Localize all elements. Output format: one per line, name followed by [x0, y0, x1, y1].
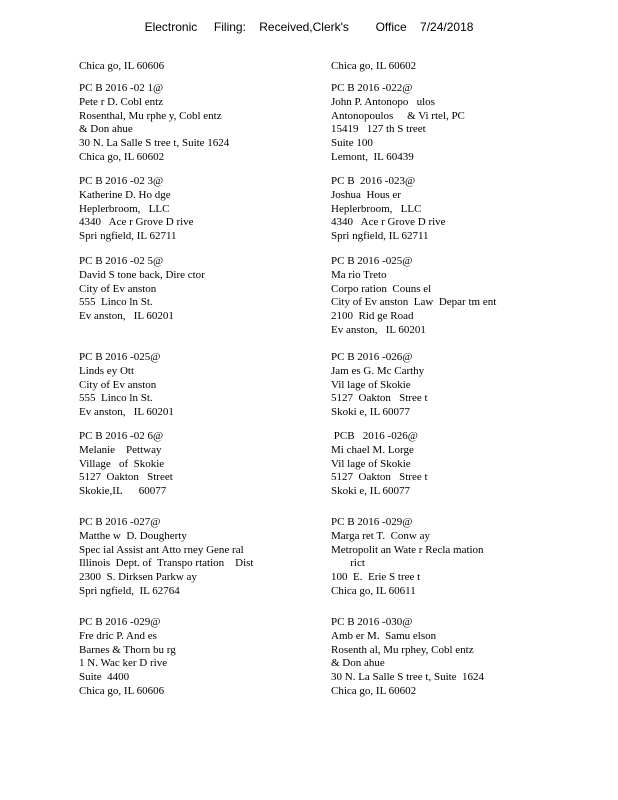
address-line: Lemont, IL 60439 [331, 150, 414, 163]
address-line: Illinois Dept. of Transpo rtation Dist [79, 557, 254, 570]
contact-name: Katherine D. Ho dge [79, 188, 171, 201]
address-line: 4340 Ace r Grove D rive [79, 216, 194, 229]
address-line: Vil lage of Skokie [331, 457, 411, 470]
address-line: 2300 S. Dirksen Parkw ay [79, 571, 197, 584]
case-number: PC B 2016 -02 1@ [79, 82, 164, 94]
address-line: Chica go, IL 60602 [79, 150, 165, 163]
address-line: 555 Linco ln St. [79, 392, 153, 405]
address-line: Ev anston, IL 60201 [79, 406, 174, 419]
case-number: PC B 2016 -022@ [331, 82, 413, 94]
address-line: 555 Linco ln St. [79, 296, 153, 309]
contact-name: Ma rio Treto [331, 268, 387, 281]
address-line: Village of Skokie [79, 457, 165, 470]
address-line: 2100 Rid ge Road [331, 310, 414, 323]
address-line: Vil lage of Skokie [331, 378, 411, 391]
case-number: PC B 2016 -02 3@ [79, 175, 164, 187]
service-entry [331, 616, 484, 699]
address-line: Spri ngfield, IL 62711 [331, 230, 429, 243]
address-line: Spec ial Assist ant Atto rney Gene ral [79, 543, 244, 556]
address-line: & Don ahue [331, 657, 385, 670]
contact-name: Amb er M. Samu elson [331, 629, 437, 642]
contact-name: Marga ret T. Conw ay [331, 529, 430, 542]
case-number: PC B 2016 -025@ [79, 351, 161, 363]
address-line: Skoki e, IL 60077 [331, 406, 411, 419]
contact-name: David S tone back, Dire ctor [79, 268, 205, 281]
address-line: Rosenth al, Mu rphey, Cobl entz [331, 643, 474, 656]
address-line: City of Ev anston Law Depar tm ent [331, 296, 497, 309]
address-line: & Don ahue [79, 123, 133, 136]
top-address-left: Chica go, IL 60606 [79, 60, 165, 72]
address-line: Suite 4400 [79, 671, 130, 684]
contact-name: Joshua Hous er [331, 188, 401, 201]
contact-name: Fre dric P. And es [79, 629, 157, 642]
address-line: Chica go, IL 60606 [79, 684, 165, 697]
service-entry [331, 82, 465, 165]
address-line: 30 N. La Salle S tree t, Suite 1624 [79, 137, 230, 150]
address-line: Chica go, IL 60611 [331, 584, 416, 597]
case-number: PC B 2016 -02 6@ [79, 430, 164, 442]
case-number: PC B 2016 -027@ [79, 516, 161, 528]
address-line: Heplerbroom, LLC [79, 202, 170, 215]
contact-name: Pete r D. Cobl entz [79, 95, 164, 108]
contact-name: Linds ey Ott [79, 364, 134, 377]
address-line: Chica go, IL 60602 [331, 684, 417, 697]
contact-name: Melanie Pettway [79, 443, 162, 456]
contact-name: Matthe w D. Dougherty [79, 529, 187, 542]
service-entry [331, 430, 428, 499]
address-line: Ev anston, IL 60201 [79, 310, 174, 323]
service-entry [79, 175, 194, 244]
service-entry [79, 616, 176, 699]
address-line: Metropolit an Wate r Recla mation [331, 543, 484, 556]
service-entry [79, 255, 205, 324]
service-entry [79, 82, 229, 165]
address-line: 4340 Ace r Grove D rive [331, 216, 446, 229]
case-number: PC B 2016 -026@ [331, 351, 413, 363]
address-line: Skokie,IL 60077 [79, 485, 167, 498]
top-address-right: Chica go, IL 60602 [331, 60, 417, 72]
case-number: PC B 2016 -02 5@ [79, 255, 164, 267]
service-entry [79, 351, 174, 420]
case-number: PC B 2016 -029@ [79, 616, 161, 628]
address-line: Spri ngfield, IL 62764 [79, 584, 180, 597]
service-entry [79, 516, 253, 599]
address-line: 30 N. La Salle S tree t, Suite 1624 [331, 671, 485, 684]
address-line: Ev anston, IL 60201 [331, 323, 426, 336]
address-line: Antonopoulos & Vi rtel, PC [331, 109, 465, 122]
address-line: 5127 Oakton Stree t [331, 392, 428, 405]
address-line: 5127 Oakton Street [79, 471, 173, 484]
contact-name: John P. Antonopo ulos [331, 95, 435, 108]
case-number: PC B 2016 -029@ [331, 516, 413, 528]
service-entry [331, 351, 428, 420]
address-line: rict [331, 557, 365, 570]
address-line: 15419 127 th S treet [331, 123, 426, 136]
filing-header: Electronic Filing: Received,Clerk's Office 7/24/2018 [144, 20, 474, 34]
service-entry [331, 516, 484, 599]
contact-name: Mi chael M. Lorge [331, 443, 414, 456]
address-line: Barnes & Thorn bu rg [79, 643, 176, 656]
case-number: PC B 2016 -030@ [331, 616, 413, 628]
address-line: Skoki e, IL 60077 [331, 485, 411, 498]
case-number: PCB 2016 -026@ [331, 430, 418, 442]
address-line: 1 N. Wac ker D rive [79, 657, 168, 670]
case-number: PC B 2016 -025@ [331, 255, 413, 267]
address-line: Heplerbroom, LLC [331, 202, 422, 215]
address-line: 100 E. Erie S tree t [331, 571, 421, 584]
address-line: Suite 100 [331, 137, 373, 150]
address-line: City of Ev anston [79, 282, 157, 295]
address-line: 5127 Oakton Stree t [331, 471, 428, 484]
service-entry [331, 175, 446, 244]
service-entry [331, 255, 496, 338]
contact-name: Jam es G. Mc Carthy [331, 364, 425, 377]
address-line: Rosenthal, Mu rphe y, Cobl entz [79, 109, 222, 122]
service-entry [79, 430, 173, 499]
address-line: Corpo ration Couns el [331, 282, 432, 295]
address-line: City of Ev anston [79, 378, 157, 391]
address-line: Spri ngfield, IL 62711 [79, 230, 177, 243]
case-number: PC B 2016 -023@ [331, 175, 416, 187]
